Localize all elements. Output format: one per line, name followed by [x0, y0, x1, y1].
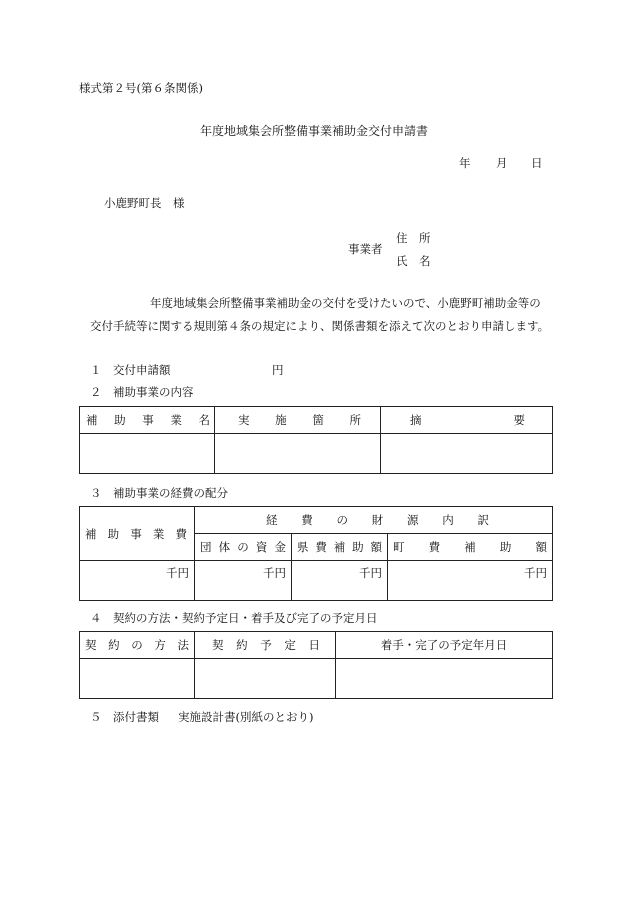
header-contract-method — [80, 632, 195, 659]
addressee: 小鹿野町長 様 — [104, 196, 185, 210]
body-line-2: 交付手続等に関する規則第４条の規定により、関係書類を添えて次のとおり申請します。 — [90, 319, 550, 333]
town-subsidy-cell[interactable] — [388, 561, 553, 601]
header-prefecture-subsidy-text: 県 費 補 助 額 — [297, 540, 382, 554]
date-day-label: 日 — [531, 156, 543, 170]
project-content-table — [79, 406, 553, 474]
form-title: 年度地域集会所整備事業補助金交付申請書 — [200, 124, 429, 138]
header-town-subsidy — [388, 534, 553, 561]
prefecture-subsidy-cell[interactable] — [292, 561, 388, 601]
body-line-1: 年度地域集会所整備事業補助金の交付を受けたいので、小鹿野町補助金等の — [150, 296, 541, 310]
contract-date-cell[interactable] — [195, 659, 336, 699]
header-project-cost-text: 補 助 事 業 費 — [85, 526, 187, 541]
header-project-cost — [80, 507, 195, 561]
name-label: 氏 名 — [396, 254, 431, 268]
header-funding-breakdown-text: 経 費 の 財 源 内 訳 — [266, 513, 489, 527]
applicant-label: 事業者 — [348, 242, 383, 256]
header-location — [215, 407, 381, 434]
unit-label: 千円 — [166, 566, 189, 580]
form-number: 様式第２号(第６条関係) — [79, 81, 203, 95]
location-cell[interactable] — [215, 434, 381, 474]
address-label: 住 所 — [396, 231, 431, 245]
item2-label: ２ 補助事業の内容 — [90, 385, 194, 399]
project-name-cell[interactable] — [80, 434, 215, 474]
item4-label: ４ 契約の方法・契約予定日・着手及び完了の予定月日 — [90, 611, 378, 625]
project-cost-cell[interactable] — [80, 561, 195, 601]
header-project-name-text: 補 助 事 業 名 — [86, 413, 210, 427]
header-own-funds-text: 団 体 の 資 金 — [200, 540, 286, 554]
header-schedule: 着手・完了の予定年月日 — [336, 632, 553, 659]
header-location-text: 実 施 箇 所 — [238, 413, 361, 427]
contract-method-cell[interactable] — [80, 659, 195, 699]
item5-value: 実施設計書(別紙のとおり) — [178, 710, 314, 724]
cost-allocation-table — [79, 506, 553, 601]
header-remarks — [381, 407, 553, 434]
remarks-cell[interactable] — [381, 434, 553, 474]
header-contract-date-text: 契 約 予 定 日 — [212, 638, 320, 652]
date-year-label: 年 — [459, 156, 471, 170]
header-town-subsidy-text: 町 費 補 助 額 — [393, 540, 547, 554]
date-month-label: 月 — [496, 156, 508, 170]
unit-label: 千円 — [359, 566, 382, 580]
header-contract-method-text: 契 約 の 方 法 — [85, 638, 189, 652]
contract-table — [79, 631, 553, 699]
item5-label: ５ 添付書類 — [90, 710, 159, 724]
header-remarks-text: 摘 要 — [410, 413, 525, 427]
unit-label: 千円 — [524, 566, 548, 580]
header-contract-date — [195, 632, 336, 659]
schedule-cell[interactable] — [336, 659, 553, 699]
own-funds-cell[interactable] — [195, 561, 292, 601]
item1-unit: 円 — [272, 363, 284, 377]
header-own-funds — [195, 534, 292, 561]
unit-label: 千円 — [263, 566, 286, 580]
item1-label: １ 交付申請額 — [90, 363, 171, 377]
header-funding-breakdown — [195, 507, 553, 534]
header-prefecture-subsidy — [292, 534, 388, 561]
item3-label: ３ 補助事業の経費の配分 — [90, 486, 228, 500]
header-project-name — [80, 407, 215, 434]
